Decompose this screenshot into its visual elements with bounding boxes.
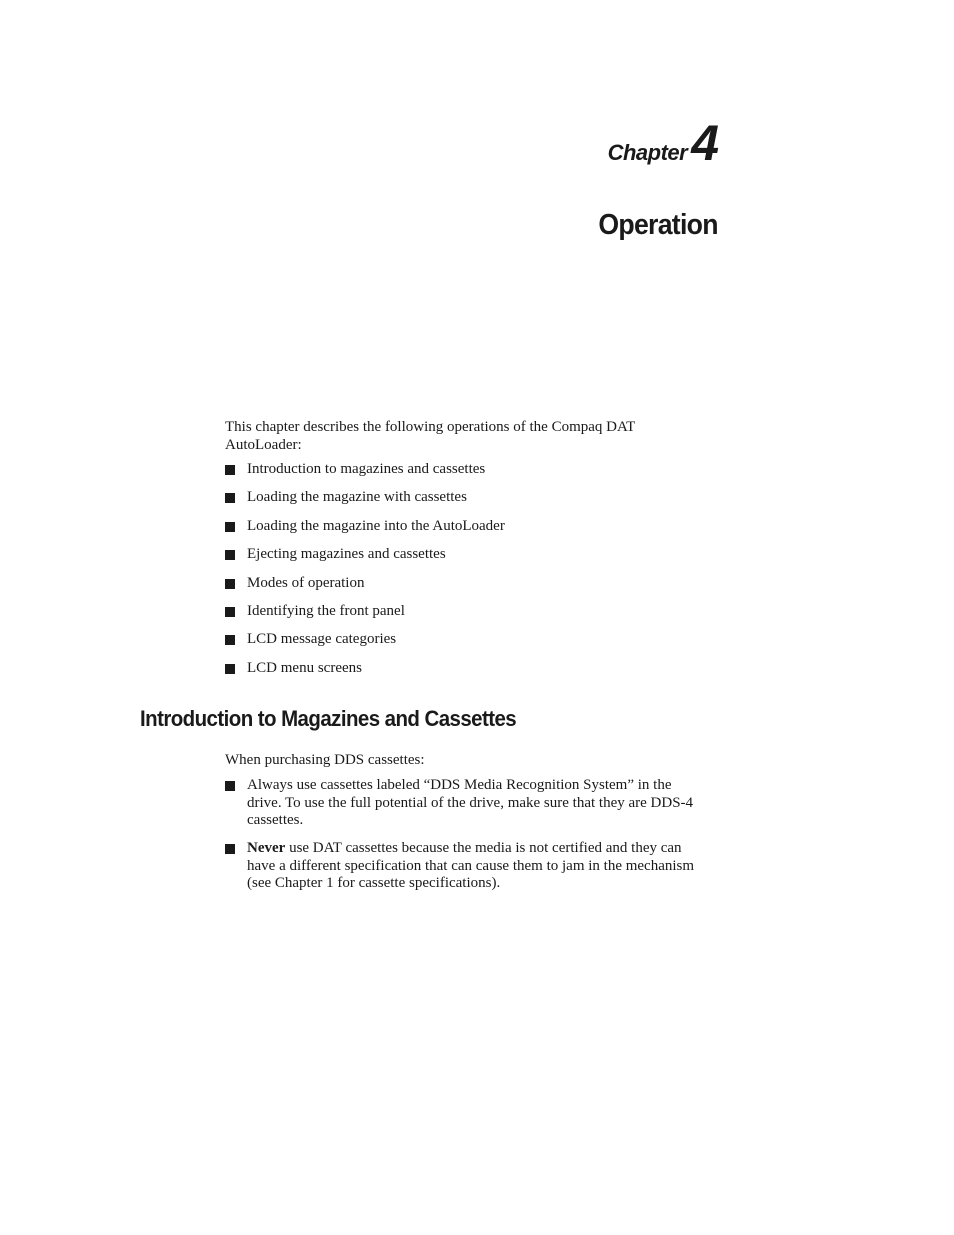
list-item (225, 518, 705, 546)
emphasis-never: Never (247, 840, 286, 856)
square-bullet-icon (225, 844, 235, 854)
square-bullet-icon (225, 550, 235, 560)
list-item (225, 461, 705, 489)
section-heading: Introduction to Magazines and Cassettes (140, 706, 517, 731)
list-item-text: Identifying the front panel (247, 602, 405, 619)
list-item (225, 603, 705, 631)
list-item (225, 489, 705, 517)
cassette-guidelines-list (225, 777, 705, 903)
list-item-rest: use DAT cassettes because the media is not certified and they can have a different specification that can cause them to jam in the mechanism (see Chapter 1 for cassette specifications). (247, 840, 695, 891)
list-item-text (247, 840, 703, 893)
square-bullet-icon (225, 493, 235, 503)
chapter-word: Chapter (607, 140, 688, 165)
chapter-label (607, 115, 719, 171)
square-bullet-icon (225, 664, 235, 674)
list-item-text: Ejecting magazines and cassettes (247, 546, 446, 563)
list-item (225, 840, 705, 893)
square-bullet-icon (225, 607, 235, 617)
list-item-text: Always use cassettes labeled “DDS Media Recognition System” in the drive. To use the full potential of the drive, make sure that they are DDS-4 cassettes. (247, 777, 694, 828)
square-bullet-icon (225, 522, 235, 532)
list-item (225, 575, 705, 603)
list-item (225, 660, 705, 688)
square-bullet-icon (225, 781, 235, 791)
intro-paragraph: This chapter describes the following operations of the Compaq DAT AutoLoader: (225, 419, 636, 453)
list-item-text: Loading the magazine into the AutoLoader (247, 517, 505, 534)
list-item-text: Loading the magazine with cassettes (247, 489, 467, 506)
list-item (225, 777, 705, 830)
chapter-number: 4 (691, 115, 719, 171)
square-bullet-icon (225, 579, 235, 589)
list-item-text: Modes of operation (247, 574, 365, 591)
chapter-title: Operation (598, 209, 718, 241)
list-item (225, 631, 705, 659)
list-item-text: LCD message categories (247, 631, 397, 648)
operations-list (225, 461, 705, 688)
square-bullet-icon (225, 465, 235, 475)
list-item-text: LCD menu screens (247, 659, 362, 676)
list-item-text: Introduction to magazines and cassettes (247, 461, 486, 477)
list-item (225, 546, 705, 574)
square-bullet-icon (225, 635, 235, 645)
section-lead: When purchasing DDS cassettes: (225, 752, 425, 768)
